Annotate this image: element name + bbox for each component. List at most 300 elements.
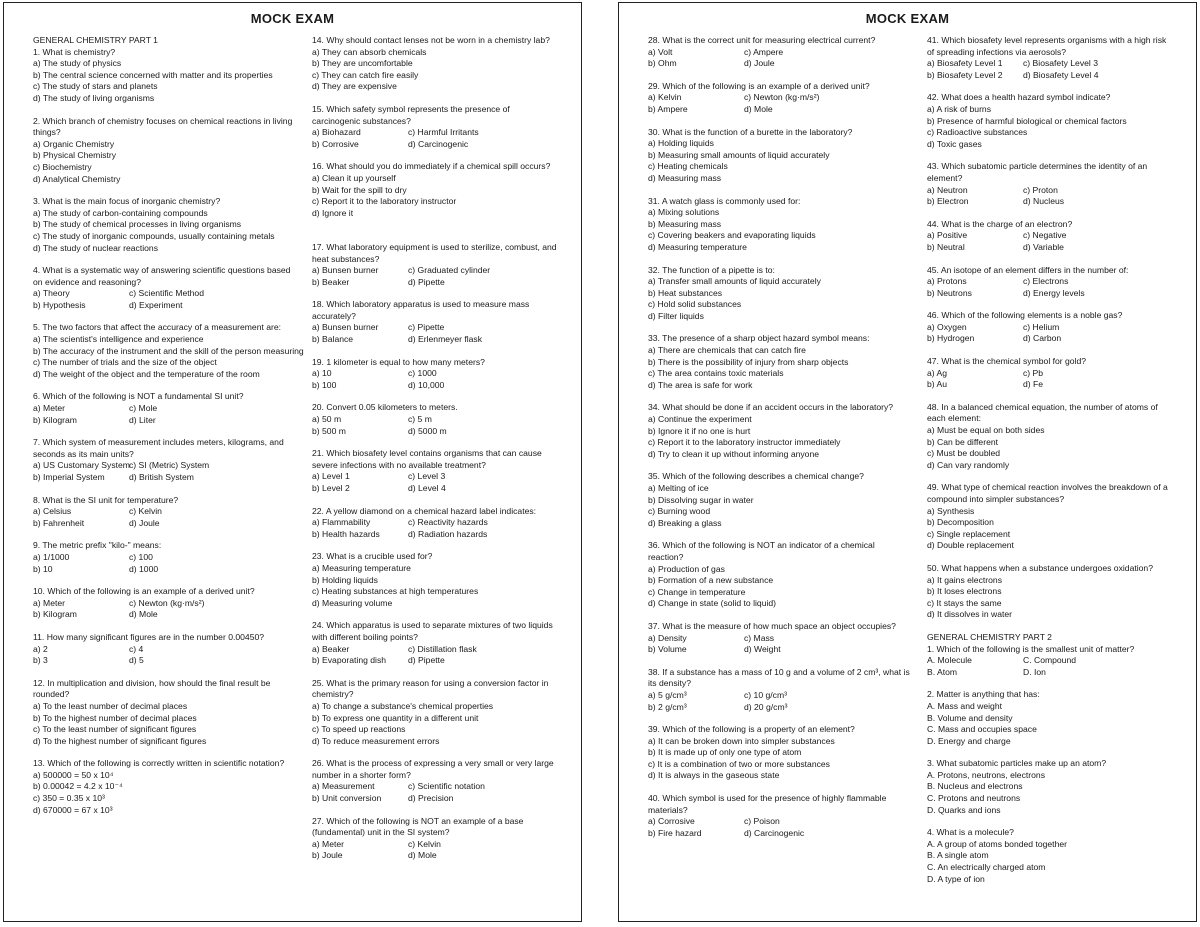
question-stem: 44. What is the charge of an electron? <box>927 218 1073 229</box>
answer-option: d) Analytical Chemistry <box>33 173 121 184</box>
answer-option: d) Change in state (solid to liquid) <box>648 598 777 609</box>
answer-option: a) Clean it up yourself <box>312 172 396 183</box>
answer-option: a) 2 <box>33 643 48 654</box>
question-stem: 22. A yellow diamond on a chemical hazard label indicates: <box>312 505 537 516</box>
answer-option: a) Level 1 <box>312 471 350 482</box>
answer-option-row <box>927 667 1175 679</box>
answer-option: c) Pipette <box>408 322 445 333</box>
answer-option: b) 10 <box>33 563 53 574</box>
answer-option: d) Joule <box>744 58 775 69</box>
question-stem: 33. The presence of a sharp object hazard symbol means: <box>648 333 870 344</box>
answer-option-row <box>312 265 560 277</box>
question-block <box>312 402 560 437</box>
answer-option: d) Try to clean it up without informing anyone <box>648 448 820 459</box>
answer-option: b) The study of chemical processes in living organisms <box>33 219 242 230</box>
question-block <box>312 357 560 392</box>
answer-option: a) Oxygen <box>927 321 967 332</box>
question-stem: 5. The two factors that affect the accuracy of a measurement are: <box>33 322 282 333</box>
question-block <box>312 816 560 862</box>
question-block <box>33 196 295 254</box>
answer-option: d) It is always in the gaseous state <box>648 770 780 781</box>
answer-option: a) Protons <box>927 276 967 287</box>
answer-option: c) Burning wood <box>648 506 711 517</box>
answer-option: a) Must be equal on both sides <box>927 425 1045 436</box>
question-stem: 6. Which of the following is NOT a fundamental SI unit? <box>33 391 244 402</box>
answer-option: d) British System <box>129 472 194 482</box>
answer-option: c) Heating substances at high temperatures <box>312 586 479 597</box>
answer-option-row <box>312 850 560 862</box>
question-block <box>312 35 560 93</box>
answer-option: d) Energy levels <box>1023 287 1085 298</box>
question-stem: 41. Which biosafety level represents organisms with a high risk of spreading infections via aerosols? <box>927 35 1167 57</box>
answer-option: c) It is a combination of two or more substances <box>648 758 830 769</box>
question-stem: 23. What is a crucible used for? <box>312 551 433 562</box>
answer-option: a) Density <box>648 632 687 643</box>
answer-option: a) Production of gas <box>648 563 725 574</box>
answer-option: a) 5 g/cm³ <box>648 689 687 700</box>
question-block <box>927 219 1175 254</box>
answer-option: b) It is made up of only one type of atom <box>648 747 802 758</box>
question-stem: 16. What should you do immediately if a chemical spill occurs? <box>312 161 551 172</box>
answer-option: d) To the highest number of significant figures <box>33 735 207 746</box>
section-heading: GENERAL CHEMISTRY PART 1 <box>33 35 158 45</box>
question-block <box>33 437 295 483</box>
answer-option: d) Toxic gases <box>927 138 982 149</box>
question-stem: 4. What is a systematic way of answering scientific questions based on evidence and reasoning? <box>33 265 291 287</box>
question-stem: 20. Convert 0.05 kilometers to meters. <box>312 402 458 413</box>
question-block <box>33 586 295 621</box>
answer-option: d) Carbon <box>1023 333 1062 344</box>
answer-option: D. Quarks and ions <box>927 804 1001 815</box>
answer-option: b) Ohm <box>648 58 677 69</box>
answer-option-row <box>927 196 1175 208</box>
answer-option: a) Continue the experiment <box>648 414 752 425</box>
answer-option: d) 5 <box>129 655 144 666</box>
answer-option-row <box>648 104 910 116</box>
answer-option-row <box>33 472 295 484</box>
answer-option: a) It gains electrons <box>927 574 1002 585</box>
answer-option: b) Heat substances <box>648 287 723 298</box>
question-stem: 15. Which safety symbol represents the presence of carcinogenic substances? <box>312 103 510 126</box>
answer-option: d) Filter liquids <box>648 310 704 321</box>
answer-option: d) 20 g/cm³ <box>744 701 788 712</box>
answer-option-row <box>927 288 1175 300</box>
answer-option: c) Kelvin <box>408 838 441 849</box>
answer-option: d) Mole <box>408 850 437 861</box>
answer-option: c) The study of inorganic compounds, usually containing metals <box>33 230 275 241</box>
answer-option: d) The weight of the object and the temperature of the room <box>33 368 260 379</box>
question-stem: 47. What is the chemical symbol for gold? <box>927 356 1087 367</box>
answer-option: b) Wait for the spill to dry <box>312 184 407 195</box>
answer-option: A. Molecule <box>927 655 972 666</box>
answer-option-row <box>312 471 560 483</box>
answer-option: b) 0.00042 = 4.2 x 10⁻⁴ <box>33 781 123 792</box>
answer-option-row <box>312 839 560 851</box>
answer-option: a) The scientist's intelligence and experience <box>33 334 204 345</box>
answer-option: b) To express one quantity in a different unit <box>312 712 479 723</box>
answer-option: a) The study of physics <box>33 58 122 69</box>
question-stem: 7. Which system of measurement includes meters, kilograms, and seconds as its main units? <box>33 437 284 459</box>
answer-option: a) It can be broken down into simpler substances <box>648 735 835 746</box>
answer-option: C. Compound <box>1023 655 1077 666</box>
answer-option: a) Measuring temperature <box>312 562 411 573</box>
answer-option-row <box>33 415 295 427</box>
answer-option: a) Transfer small amounts of liquid accurately <box>648 276 821 287</box>
answer-option-row <box>312 793 560 805</box>
question-stem: 10. Which of the following is an example of a derived unit? <box>33 586 255 597</box>
answer-option-row <box>312 655 560 667</box>
question-block <box>648 265 910 323</box>
question-block <box>927 265 1175 300</box>
question-block <box>33 265 295 311</box>
answer-option: c) Report it to the laboratory instructor immediately <box>648 437 841 448</box>
question-stem: 43. Which subatomic particle determines the identity of an element? <box>927 161 1148 183</box>
answer-option: a) 10 <box>312 368 332 379</box>
answer-option: b) To the highest number of decimal places <box>33 712 197 723</box>
answer-option: c) Mass <box>744 632 775 643</box>
question-stem: 29. Which of the following is an example of a derived unit? <box>648 80 870 91</box>
answer-option: b) Neutrons <box>927 287 972 298</box>
question-block <box>648 333 910 391</box>
question-stem: 50. What happens when a substance undergoes oxidation? <box>927 562 1153 573</box>
answer-option: d) Breaking a glass <box>648 517 722 528</box>
answer-option: d) Ignore it <box>312 207 354 218</box>
question-block <box>312 620 560 666</box>
answer-option-row <box>312 517 560 529</box>
question-block <box>33 391 295 426</box>
question-block <box>312 104 560 150</box>
question-block <box>33 116 295 186</box>
question-block <box>648 196 910 254</box>
question-stem: 12. In multiplication and division, how should the final result be rounded? <box>33 677 271 700</box>
question-stem: 38. If a substance has a mass of 10 g and a volume of 2 cm³, what is its density? <box>648 666 910 689</box>
section-heading: GENERAL CHEMISTRY PART 2 <box>927 631 1052 642</box>
answer-option: c) They can catch fire easily <box>312 69 419 80</box>
answer-option: b) Imperial System <box>33 472 105 482</box>
question-block <box>312 448 560 494</box>
question-block <box>312 161 560 219</box>
answer-option: c) Scientific Method <box>129 288 204 299</box>
answer-option: b) Biosafety Level 2 <box>927 69 1003 80</box>
answer-option: c) Level 3 <box>408 471 446 482</box>
question-column-left <box>648 35 910 839</box>
answer-option-row <box>33 609 295 621</box>
answer-option: b) Formation of a new substance <box>648 575 774 586</box>
answer-option: a) There are chemicals that can catch fire <box>648 345 806 356</box>
answer-option: d) Mole <box>129 609 158 620</box>
question-block <box>648 402 910 460</box>
question-block <box>648 127 910 185</box>
question-block <box>927 161 1175 207</box>
answer-option: d) Erlenmeyer flask <box>408 334 483 345</box>
answer-option: b) Level 2 <box>312 483 350 493</box>
question-column-left <box>33 35 304 816</box>
answer-option: B. A single atom <box>927 850 989 861</box>
answer-option: a) Flammability <box>312 517 371 528</box>
answer-option: d) The study of living organisms <box>33 92 155 103</box>
answer-option: c) Reactivity hazards <box>408 517 488 528</box>
answer-option: d) Radiation hazards <box>408 528 488 539</box>
answer-option: b) 100 <box>312 379 337 390</box>
question-stem: 14. Why should contact lenses not be worn in a chemistry lab? <box>312 35 550 45</box>
question-block <box>312 551 560 609</box>
answer-option: c) Mole <box>129 403 158 414</box>
answer-option: b) Fire hazard <box>648 827 702 838</box>
question-block <box>927 689 1175 747</box>
answer-option: d) The study of nuclear reactions <box>33 242 158 253</box>
answer-option: b) Hydrogen <box>927 333 975 344</box>
answer-option: c) Change in temperature <box>648 586 746 597</box>
answer-option: b) Measuring mass <box>648 218 722 229</box>
answer-option: b) Fahrenheit <box>33 517 85 528</box>
answer-option: b) They are uncomfortable <box>312 58 413 69</box>
answer-option-row <box>927 333 1175 345</box>
answer-option: a) Biosafety Level 1 <box>927 58 1003 69</box>
answer-option: c) SI (Metric) System <box>129 460 210 471</box>
answer-option: b) Presence of harmful biological or chemical factors <box>927 115 1127 126</box>
answer-option: a) Mixing solutions <box>648 207 720 218</box>
answer-option-row <box>927 230 1175 242</box>
answer-option: d) Fe <box>1023 379 1044 390</box>
answer-option-row <box>33 403 295 415</box>
answer-option-row <box>312 368 560 380</box>
question-stem: 30. What is the function of a burette in the laboratory? <box>648 126 853 137</box>
question-stem: 2. Matter is anything that has: <box>927 689 1040 700</box>
answer-option: C. Mass and occupies space <box>927 724 1037 735</box>
answer-option: C. Protons and neutrons <box>927 793 1021 804</box>
answer-option: b) Balance <box>312 334 354 345</box>
question-block <box>648 471 910 529</box>
answer-option-row <box>33 552 295 564</box>
question-block <box>927 92 1175 150</box>
answer-option: c) The study of stars and planets <box>33 81 158 92</box>
answer-option-row <box>312 127 560 139</box>
answer-option: b) Ignore it if no one is hurt <box>648 425 751 436</box>
answer-option: b) Corrosive <box>312 138 359 149</box>
answer-option: d) Weight <box>744 644 781 655</box>
answer-option: A. Mass and weight <box>927 700 1002 711</box>
answer-option: c) Harmful Irritants <box>408 127 479 138</box>
answer-option: c) Proton <box>1023 184 1058 195</box>
question-stem: 36. Which of the following is NOT an indicator of a chemical reaction? <box>648 540 875 562</box>
answer-option-row <box>648 58 910 70</box>
answer-option: b) 3 <box>33 655 48 666</box>
answer-option: A. A group of atoms bonded together <box>927 838 1067 849</box>
answer-option: a) To the least number of decimal places <box>33 700 188 711</box>
answer-option: d) Carcinogenic <box>744 827 805 838</box>
answer-option: a) Synthesis <box>927 505 975 516</box>
answer-option: d) Measuring volume <box>312 597 393 608</box>
answer-option: d) Measuring mass <box>648 172 722 183</box>
question-block <box>927 356 1175 391</box>
answer-option: b) Hypothesis <box>33 299 86 310</box>
answer-option: b) Volume <box>648 644 687 655</box>
answer-option: B. Volume and density <box>927 712 1013 723</box>
answer-option: d) Nucleus <box>1023 196 1065 207</box>
answer-option: a) Theory <box>33 288 70 299</box>
answer-option-row <box>33 518 295 530</box>
answer-option-row <box>312 426 560 438</box>
answer-option-row <box>648 47 910 59</box>
answer-option-row <box>648 644 910 656</box>
answer-option-row <box>312 380 560 392</box>
answer-option: b) Neutral <box>927 241 965 252</box>
answer-option: c) Pb <box>1023 367 1044 378</box>
question-block <box>927 310 1175 345</box>
answer-option-row <box>33 655 295 667</box>
answer-option: d) Measuring temperature <box>648 241 747 252</box>
question-stem: 34. What should be done if an accident occurs in the laboratory? <box>648 402 894 413</box>
page-title: MOCK EXAM <box>865 11 950 26</box>
answer-option: b) Ampere <box>648 103 688 114</box>
answer-option: a) Meter <box>33 403 65 414</box>
answer-option: a) Holding liquids <box>648 138 714 149</box>
answer-option: b) Measuring small amounts of liquid accurately <box>648 149 830 160</box>
exam-page-1 <box>3 2 582 922</box>
answer-option: b) Kilogram <box>33 414 77 425</box>
answer-option-row <box>927 655 1175 667</box>
answer-option: d) Double replacement <box>927 540 1014 551</box>
question-block <box>33 678 295 748</box>
answer-option: a) Meter <box>33 597 65 608</box>
question-stem: 48. In a balanced chemical equation, the number of atoms of each element: <box>927 401 1158 424</box>
answer-option: c) Report it to the laboratory instructor <box>312 196 457 207</box>
question-stem: 28. What is the correct unit for measuring electrical current? <box>648 35 876 45</box>
answer-option: a) To change a substance's chemical properties <box>312 700 494 711</box>
question-stem: 42. What does a health hazard symbol indicate? <box>927 92 1111 103</box>
question-block <box>927 827 1175 885</box>
answer-option: b) Physical Chemistry <box>33 150 117 161</box>
question-block <box>33 495 295 530</box>
answer-option: c) Electrons <box>1023 276 1069 287</box>
question-stem: 17. What laboratory equipment is used to sterilize, combust, and heat substances? <box>312 241 557 264</box>
answer-option: c) Hold solid substances <box>648 299 742 310</box>
answer-option: d) Precision <box>408 793 454 804</box>
answer-option: c) 5 m <box>408 414 432 425</box>
question-stem: 19. 1 kilometer is equal to how many meters? <box>312 356 485 367</box>
question-block <box>648 793 910 839</box>
answer-option: d) Mole <box>744 103 773 114</box>
question-stem: 13. Which of the following is correctly written in scientific notation? <box>33 758 285 769</box>
question-block <box>33 632 295 667</box>
question-stem: 4. What is a molecule? <box>927 827 1014 838</box>
question-block <box>312 506 560 541</box>
answer-option: a) Bunsen burner <box>312 322 379 333</box>
answer-option: d) Liter <box>129 414 156 425</box>
answer-option: c) To speed up reactions <box>312 724 406 735</box>
answer-option: a) Beaker <box>312 643 350 654</box>
answer-option: a) A risk of burns <box>927 103 992 114</box>
answer-option: c) Graduated cylinder <box>408 265 491 276</box>
question-block <box>312 230 560 288</box>
question-stem: 40. Which symbol is used for the presence of highly flammable materials? <box>648 793 887 815</box>
answer-option: d) 10,000 <box>408 379 445 390</box>
answer-option: c) Single replacement <box>927 528 1011 539</box>
question-block <box>648 540 910 610</box>
answer-option: d) Level 4 <box>408 483 446 493</box>
answer-option-row <box>312 139 560 151</box>
answer-option: c) Radioactive substances <box>927 127 1028 138</box>
question-stem: 9. The metric prefix "kilo-" means: <box>33 540 162 551</box>
answer-option: a) Neutron <box>927 184 968 195</box>
answer-option: c) Biochemistry <box>33 161 92 172</box>
answer-option: c) Scientific notation <box>408 781 485 792</box>
answer-option: c) 1000 <box>408 368 437 379</box>
answer-option: b) There is the possibility of injury from sharp objects <box>648 356 849 367</box>
question-block <box>312 678 560 748</box>
question-stem: 3. What subatomic particles make up an atom? <box>927 758 1107 769</box>
spacer <box>312 230 560 242</box>
answer-option: c) It stays the same <box>927 597 1002 608</box>
answer-option: b) Can be different <box>927 436 999 447</box>
question-stem: 26. What is the process of expressing a very small or very large number in a shorter form? <box>312 758 554 780</box>
answer-option: d) Can vary randomly <box>927 459 1010 470</box>
answer-option: a) Volt <box>648 46 673 57</box>
answer-option: b) Holding liquids <box>312 574 378 585</box>
question-block <box>33 758 295 816</box>
answer-option: a) Positive <box>927 230 968 241</box>
question-block <box>927 758 1175 816</box>
answer-option: b) Unit conversion <box>312 793 382 804</box>
answer-option: c) 350 = 0.35 x 10³ <box>33 793 105 804</box>
question-stem: 2. Which branch of chemistry focuses on chemical reactions in living things? <box>33 115 293 138</box>
answer-option-row <box>927 185 1175 197</box>
answer-option-row <box>927 70 1175 82</box>
answer-option: c) Newton (kg·m/s²) <box>129 597 205 608</box>
answer-option: c) Must be doubled <box>927 448 1001 459</box>
answer-option: c) The area contains toxic materials <box>648 368 784 379</box>
answer-option: b) Decomposition <box>927 517 994 528</box>
answer-option: a) Measurement <box>312 781 375 792</box>
question-stem: 3. What is the main focus of inorganic chemistry? <box>33 196 221 207</box>
answer-option: d) Joule <box>129 517 160 528</box>
answer-option-row <box>648 816 910 828</box>
answer-option: D. Ion <box>1023 666 1046 677</box>
answer-option: a) Bunsen burner <box>312 265 379 276</box>
answer-option-row <box>312 414 560 426</box>
answer-option: b) It loses electrons <box>927 586 1002 597</box>
answer-option: b) Joule <box>312 850 343 861</box>
answer-option: c) Poison <box>744 816 780 827</box>
question-block <box>33 540 295 575</box>
question-stem: 46. Which of the following elements is a noble gas? <box>927 310 1123 321</box>
question-block <box>648 724 910 782</box>
answer-option: d) 1000 <box>129 563 159 574</box>
answer-option-row <box>33 460 295 472</box>
answer-option: a) Corrosive <box>648 816 695 827</box>
answer-option: d) 5000 m <box>408 425 447 436</box>
answer-option-row <box>927 322 1175 334</box>
question-block <box>648 35 910 70</box>
question-block <box>33 322 304 380</box>
answer-option: d) Biosafety Level 4 <box>1023 69 1099 80</box>
answer-option: a) Biohazard <box>312 127 361 138</box>
answer-option: c) 10 g/cm³ <box>744 689 787 700</box>
answer-option: D. Energy and charge <box>927 735 1011 746</box>
answer-option: c) 100 <box>129 551 153 562</box>
question-stem: 31. A watch glass is commonly used for: <box>648 195 801 206</box>
question-stem: 1. What is chemistry? <box>33 46 116 57</box>
question-stem: 24. Which apparatus is used to separate mixtures of two liquids with different boiling points? <box>312 620 553 642</box>
answer-option-row <box>33 598 295 610</box>
question-stem: 11. How many significant figures are in the number 0.00450? <box>33 631 265 642</box>
answer-option: c) To the least number of significant figures <box>33 724 197 735</box>
answer-option: d) Pipette <box>408 276 445 287</box>
answer-option: c) Negative <box>1023 230 1067 241</box>
answer-option: c) Helium <box>1023 321 1060 332</box>
answer-option-row <box>648 702 910 714</box>
answer-option-row <box>312 277 560 289</box>
